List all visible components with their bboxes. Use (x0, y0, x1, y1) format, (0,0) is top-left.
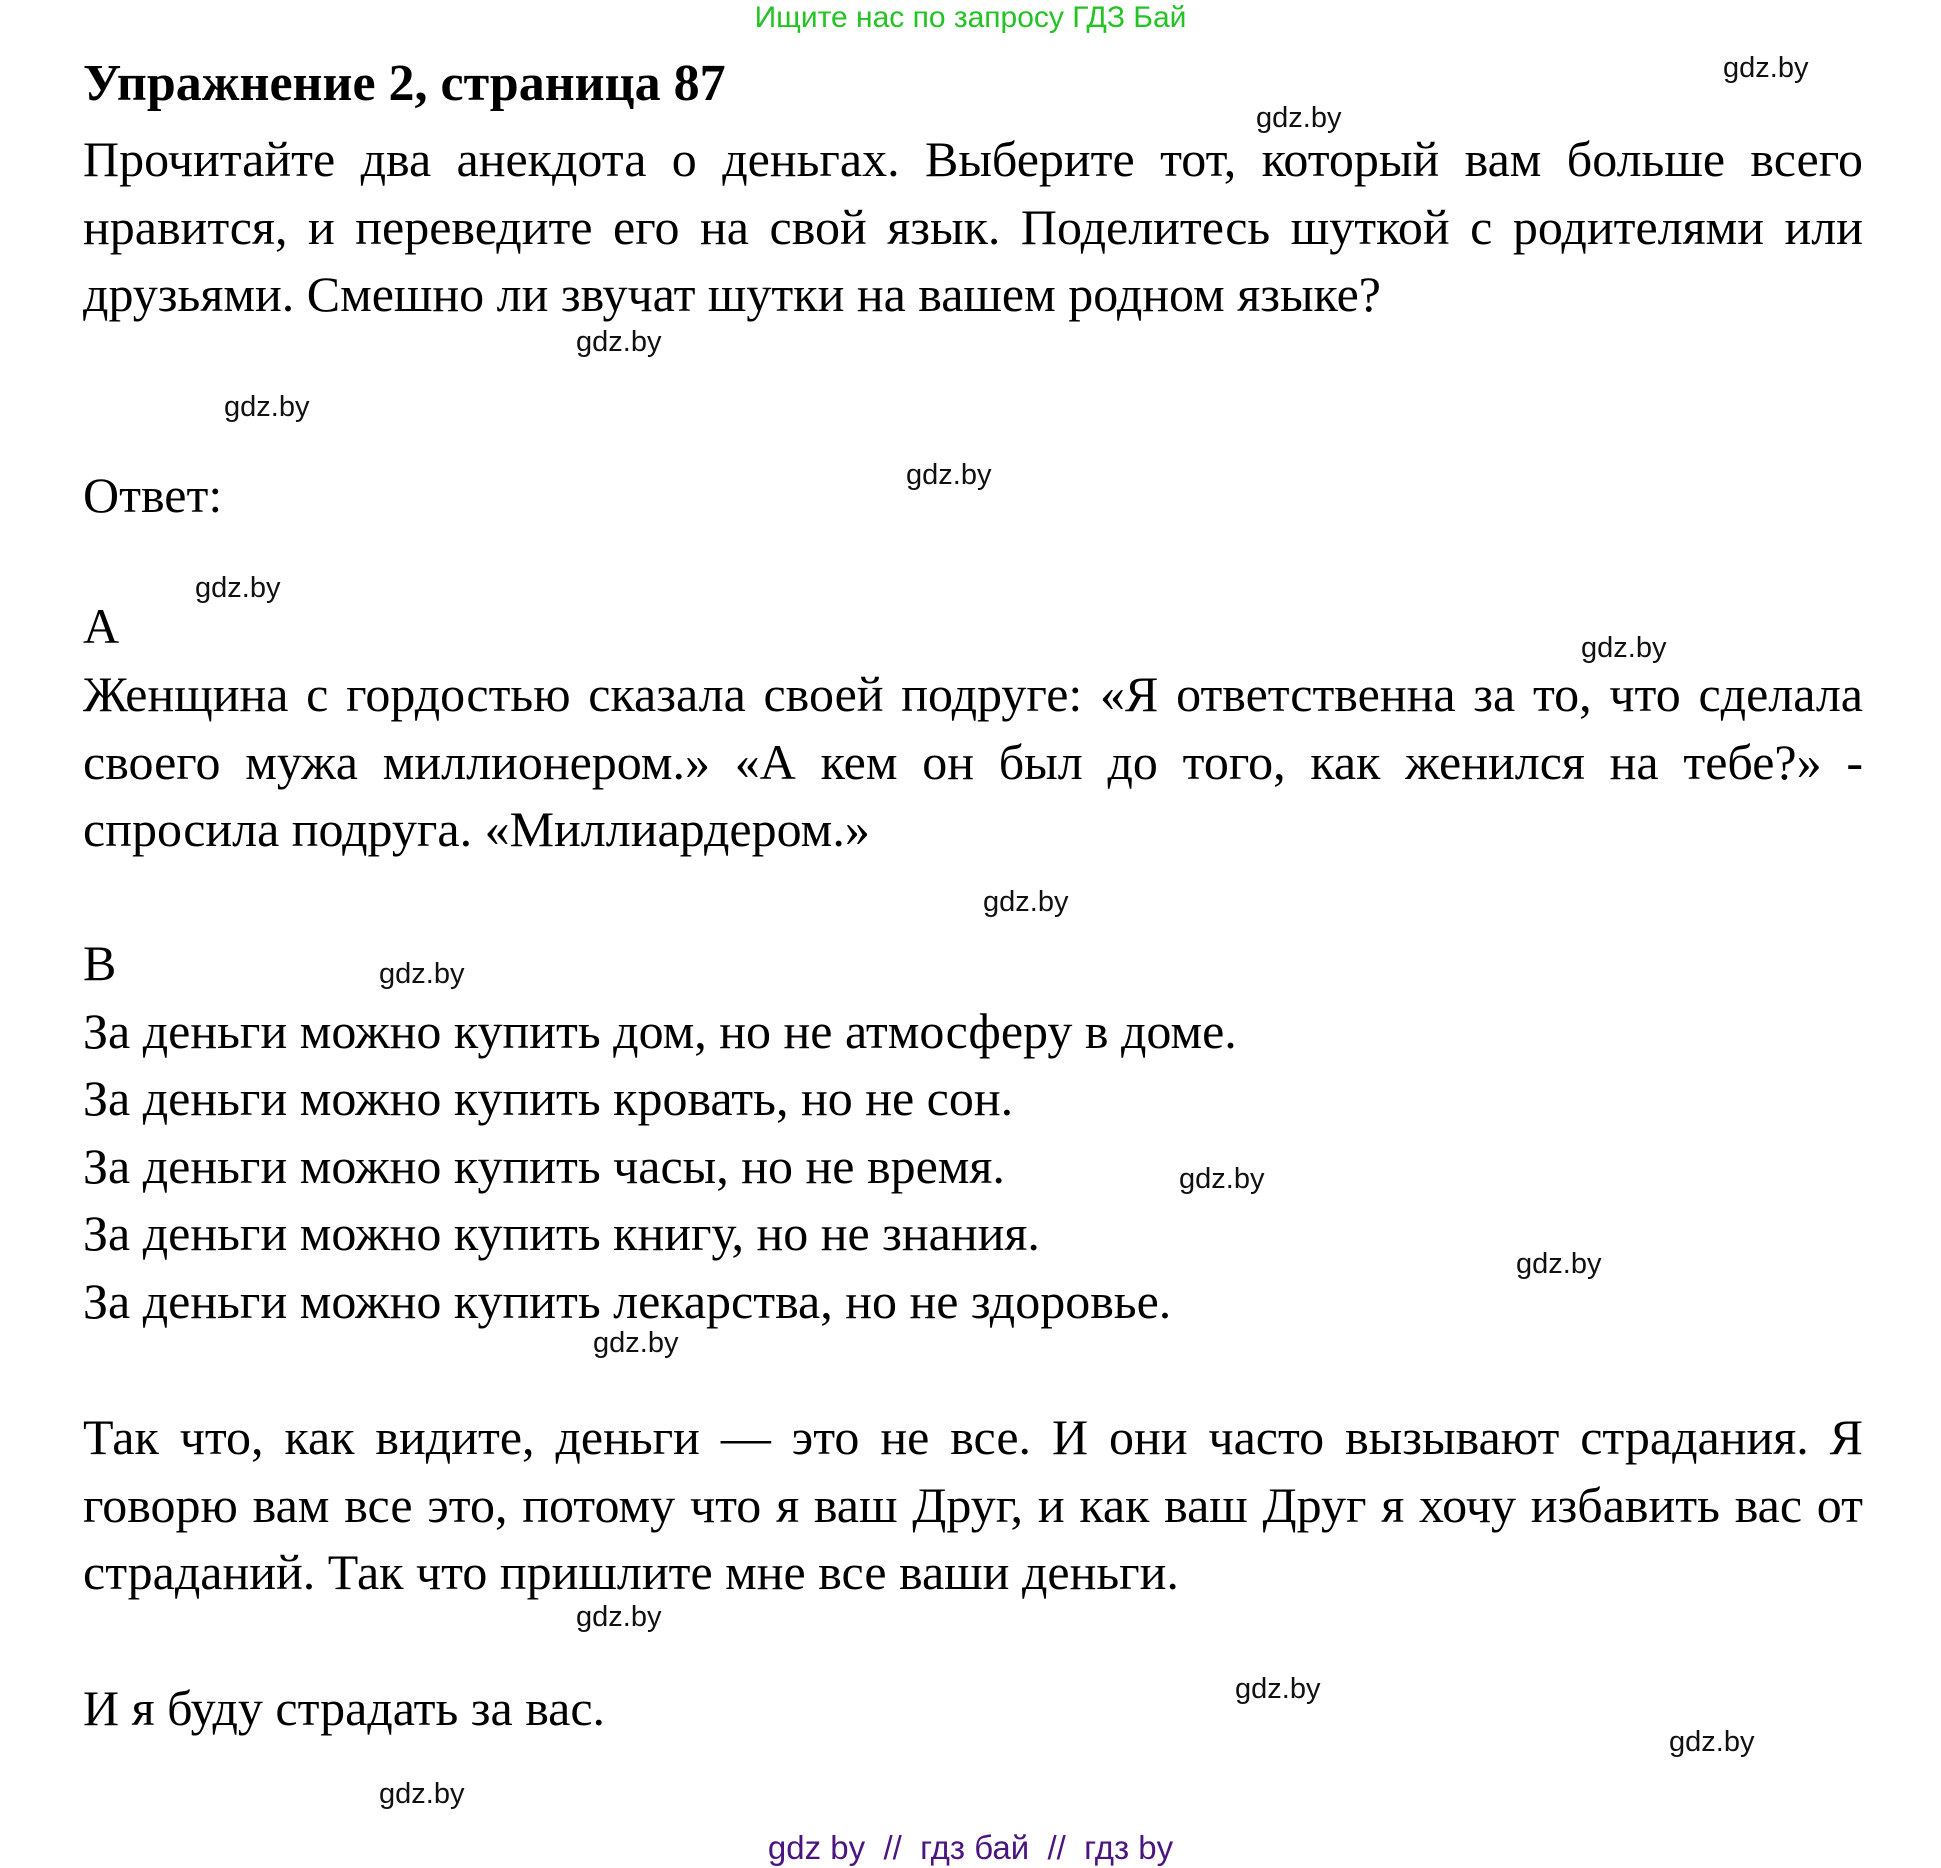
closing-last-line: И я буду страдать за вас. (83, 1680, 606, 1736)
joke-b-line: За деньги можно купить кровать, но не сон. (83, 1070, 1014, 1126)
closing-paragraph: Так что, как видите, деньги — это не все. И они часто вызывают страдания. Я говорю вам все это, потому что я ваш Друг, и как ваш Друг я хочу избавить вас от страданий. Так что пришлите мне все ваши деньги. (83, 1409, 1863, 1600)
watermark: gdz.by (1669, 1726, 1755, 1758)
watermark: gdz.by (906, 459, 992, 491)
watermark: gdz.by (983, 886, 1069, 918)
joke-b-line: За деньги можно купить часы, но не время. (83, 1138, 1005, 1194)
footer-links[interactable]: gdz by // гдз бай // гдз by (767, 1829, 1174, 1866)
watermark: gdz.by (379, 958, 465, 990)
watermark: gdz.by (224, 391, 310, 423)
watermark: gdz.by (576, 326, 662, 358)
watermark: gdz.by (379, 1778, 465, 1810)
watermark: gdz.by (576, 1601, 662, 1633)
watermark: gdz.by (1256, 102, 1342, 134)
joke-a-text: Женщина с гордостью сказала своей подруге: «Я ответственна за то, что сделала своего мужа миллионером.» «А кем он был до того, как женился на тебе?» - спросила подруга. «Миллиардером.» (83, 666, 1863, 857)
joke-b-line: За деньги можно купить дом, но не атмосферу в доме. (83, 1003, 1237, 1059)
watermark: gdz.by (1723, 52, 1809, 84)
joke-a-label: А (83, 598, 120, 654)
watermark: gdz.by (1581, 632, 1667, 664)
watermark: gdz.by (1235, 1673, 1321, 1705)
task-text: Прочитайте два анекдота о деньгах. Выберите тот, который вам больше всего нравится, и переведите его на свой язык. Поделитесь шуткой с родителями или друзьями. Смешно ли звучат шутки на вашем родном языке? (83, 131, 1863, 322)
joke-b-label: В (83, 935, 117, 991)
watermark: gdz.by (1516, 1248, 1602, 1280)
watermark: gdz.by (195, 572, 281, 604)
joke-b-line: За деньги можно купить книгу, но не знания. (83, 1205, 1040, 1261)
search-banner-link[interactable]: Ищите нас по запросу ГДЗ Бай (754, 1, 1187, 34)
watermark: gdz.by (1179, 1163, 1265, 1195)
answer-label: Ответ: (83, 467, 223, 523)
watermark: gdz.by (593, 1327, 679, 1359)
page-title: Упражнение 2, страница 87 (83, 55, 726, 112)
joke-b-line: За деньги можно купить лекарства, но не здоровье. (83, 1273, 1172, 1329)
